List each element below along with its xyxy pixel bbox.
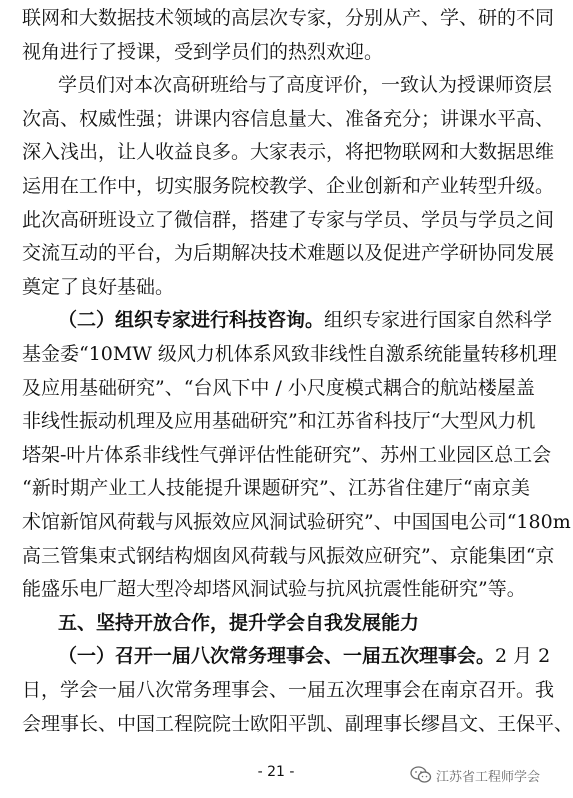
watermark-text: 江苏省工程师学会	[435, 769, 540, 785]
paragraph-3-line-6: “新时期产业工人技能提升课题研究”、江苏省住建厅“南京美	[22, 477, 530, 500]
paragraph-4-line-1-rest: 2 月 2	[495, 645, 551, 668]
paragraph-3-line-7: 术馆新馆风荷载与风振效应风洞试验研究”、中国国电公司“180m	[22, 511, 571, 533]
paragraph-4-line-1	[58, 640, 551, 674]
paragraph-1-line-2: 视角进行了授课，受到学员们的热烈欢迎。	[22, 40, 384, 63]
paragraph-3-line-2: 基金委“10MW 级风力机体系风致非线性自激系统能量转移机理	[22, 343, 557, 365]
paragraph-3-line-3: 及应用基础研究”、“台风下中 / 小尺度模式耦合的航站楼屋盖	[22, 376, 535, 399]
paragraph-2-line-5: 此次高研班设立了微信群，搭建了专家与学员、学员与学员之间	[22, 208, 555, 231]
paragraph-2-line-2: 次高、权威性强；讲课内容信息量大、准备充分；讲课水平高、	[22, 107, 555, 130]
paragraph-3-line-1	[58, 304, 553, 338]
paragraph-4-line-2: 日，学会一届八次常务理事会、一届五次理事会在南京召开。我	[22, 679, 555, 701]
paragraph-3-line-1-rest: 组织专家进行国家自然科学	[324, 309, 553, 332]
paragraph-3-line-4: 非线性振动机理及应用基础研究”和江苏省科技厅“大型风力机	[22, 410, 536, 433]
paragraph-2-line-1: 学员们对本次高研班给与了高度评价，一致认为授课师资层	[58, 74, 553, 97]
paragraph-2-line-4: 运用在工作中，切实服务院校教学、企业创新和产业转型升级。	[22, 175, 555, 197]
section-5-heading: 五、坚持开放合作，提升学会自我发展能力	[58, 611, 420, 634]
paragraph-3-line-8: 高三管集束式钢结构烟囱风荷载与风振效应研究”、京能集团“京	[22, 544, 555, 567]
meeting-heading: （一）召开一届八次常务理事会、一届五次理事会。	[58, 645, 496, 668]
paragraph-2-line-3: 深入浅出，让人收益良多。大家表示，将把物联网和大数据思维	[22, 141, 555, 164]
paragraph-3-line-9: 能盛乐电厂超大型冷却塔风洞试验与抗风抗震性能研究”等。	[22, 578, 526, 601]
paragraph-2-line-7: 奠定了良好基础。	[22, 275, 175, 298]
paragraph-1-line-1: 联网和大数据技术领域的高层次专家，分别从产、学、研的不同	[22, 7, 555, 29]
consulting-heading: （二）组织专家进行科技咨询。	[58, 309, 325, 332]
wechat-icon	[410, 766, 432, 784]
paragraph-4-line-3: 会理事长、中国工程院院士欧阳平凯、副理事长缪昌文、王保平、	[22, 712, 573, 735]
paragraph-2-line-6: 交流互动的平台，为后期解决技术难题以及促进产学研协同发展	[22, 242, 555, 265]
page-number: - 21 -	[257, 764, 295, 780]
paragraph-3-line-5: 塔架-叶片体系非线性气弹评估性能研究”、苏州工业园区总工会	[22, 443, 552, 466]
watermark	[410, 764, 540, 786]
